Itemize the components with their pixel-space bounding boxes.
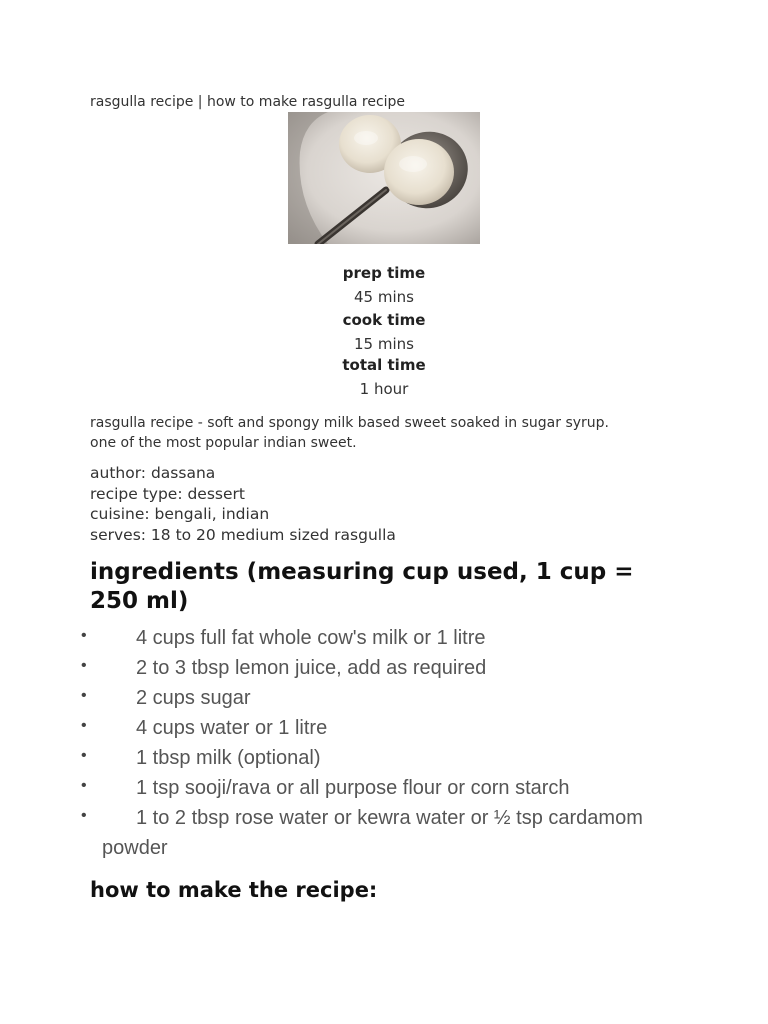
meta-author: author: dassana	[90, 464, 216, 482]
ingredient-item	[0, 717, 700, 747]
total-time-label: total time	[342, 356, 426, 374]
ingredient-item	[0, 687, 700, 717]
method-heading: how to make the recipe:	[90, 878, 378, 902]
recipe-meta	[90, 463, 396, 545]
ingredient-item	[0, 747, 700, 777]
rasgulla-photo	[288, 112, 480, 244]
ingredient-text: 1 to 2 tbsp rose water or kewra water or ½ tsp cardamom	[136, 807, 643, 829]
bullet-icon: •	[81, 717, 87, 734]
ingredient-text: 4 cups water or 1 litre	[136, 717, 328, 739]
total-time-block	[0, 356, 768, 398]
ingredient-item	[0, 807, 700, 867]
ingredient-item	[0, 627, 700, 657]
bullet-icon: •	[81, 777, 87, 794]
bullet-icon: •	[81, 687, 87, 704]
description-line: rasgulla recipe - soft and spongy milk based sweet soaked in sugar syrup.	[90, 415, 609, 431]
prep-time-value: 45 mins	[354, 288, 414, 306]
cook-time-label: cook time	[342, 311, 426, 329]
ingredients-list	[0, 627, 700, 867]
prep-time-block	[0, 264, 768, 306]
meta-recipe-type: recipe type: dessert	[90, 484, 245, 503]
cook-time-block	[0, 311, 768, 353]
bullet-icon: •	[81, 747, 87, 764]
ingredient-text: 2 cups sugar	[136, 687, 251, 709]
bullet-icon: •	[81, 627, 87, 644]
meta-cuisine: cuisine: bengali, indian	[90, 505, 270, 523]
ingredient-text-continuation: powder	[102, 837, 168, 859]
ingredient-text: 4 cups full fat whole cow's milk or 1 litre	[136, 627, 486, 649]
ingredient-text: 2 to 3 tbsp lemon juice, add as required	[136, 657, 487, 679]
bullet-icon: •	[81, 807, 87, 824]
ingredients-heading-line: 250 ml)	[90, 588, 189, 614]
ingredient-text: 1 tbsp milk (optional)	[136, 747, 321, 769]
ingredient-text: 1 tsp sooji/rava or all purpose flour or corn starch	[136, 777, 570, 799]
prep-time-label: prep time	[342, 264, 426, 282]
ingredient-item	[0, 777, 700, 807]
bullet-icon: •	[81, 657, 87, 674]
ingredients-heading	[90, 558, 650, 616]
ingredients-heading-line: ingredients (measuring cup used, 1 cup =	[90, 559, 634, 585]
recipe-description	[90, 413, 690, 453]
cook-time-value: 15 mins	[354, 335, 414, 353]
ingredient-item	[0, 657, 700, 687]
meta-serves: serves: 18 to 20 medium sized rasgulla	[90, 525, 396, 544]
description-line: one of the most popular indian sweet.	[90, 435, 357, 451]
total-time-value: 1 hour	[359, 380, 409, 398]
recipe-title: rasgulla recipe | how to make rasgulla recipe	[90, 94, 406, 110]
